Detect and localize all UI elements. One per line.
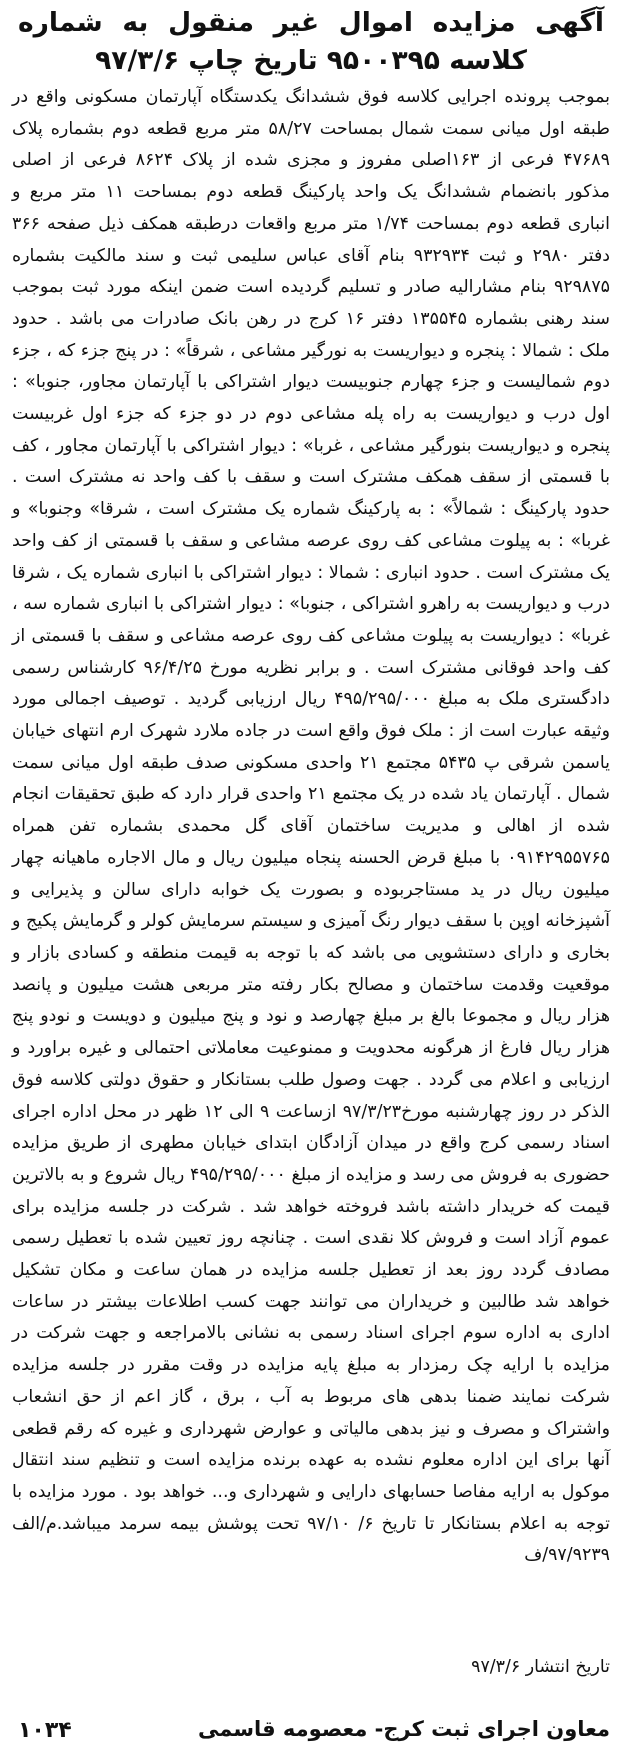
signature: معاون اجرای ثبت کرج- معصومه قاسمی xyxy=(198,1717,610,1741)
reference-number: ۱۰۳۴ xyxy=(18,1718,72,1743)
notice-body: بموجب پرونده اجرایی کلاسه فوق ششدانگ یکدستگاه آپارتمان مسکونی واقع در طبقه اول میانی سمت شمال بمساحت ۵۸/۲۷ متر مربع قطعه دوم بشماره پلاک ۴۷۶۸۹ فرعی از ۱۶۳اصلی مفروز و مجزی شده از پلاک ۸۶۲۴ فرعی از اصلی مذکور بانضمام ششدانگ یک واحد پارکینگ قطعه دوم بمساحت ۱۱ متر مربع و انباری قطعه دوم بمساحت ۱/۷۴ متر مربع واقعات درطبقه همکف ذیل صفحه ۳۶۶ دفتر ۲۹۸۰ و ثبت ۹۳۲۹۳۴ بنام آقای عباس سلیمی ثبت و سند مالکیت بشماره ۹۲۹۸۷۵ بنام مشارالیه صادر و تسلیم گردیده است ضمن اینکه مورد ثبت بموجب سند رهنی بشماره ۱۳۵۵۴۵ دفتر ۱۶ کرج در رهن بانک صادرات می باشد . حدود ملک : شمالا : پنجره و دیواریست به نورگیر مشاعی ، شرقاً» : در پنج جزء که ، جزء دوم شمالیست و جزء چهارم جنوبیست دیوار اشتراکی با آپارتمان مجاور، جنوبا» : اول درب و دیواریست به راه پله مشاعی دوم در دو جزء که جزء اول غربیست پنجره و دیواریست بنورگیر مشاعی ، غربا» : دیوار اشتراکی با آپارتمان مجاور ، کف با قسمتی از سقف همکف مشترک است و سقف با کف واحد نه مشترک است . حدود پارکینگ : شمالاً» : به پارکینگ شماره یک مشترک است ، شرقا» وجنوبا» و غربا» : به پیلوت مشاعی کف روی عرصه مشاعی و سقف با قسمتی از کف واحد یک مشترک است . حدود انباری : شمالا : دیوار اشتراکی با انباری شماره یک ، شرقا درب و دیواریست به راهرو اشتراکی ، جنوبا» : دیوار اشتراکی با انباری شماره سه ، غربا» : دیواریست به پیلوت مشاعی کف روی عرصه مشاعی و سقف با قسمتی از کف واحد فوقانی مشترک است . و برابر نظریه مورخ ۹۶/۴/۲۵ کارشناس رسمی دادگستری ملک به مبلغ ۴۹۵/۲۹۵/۰۰۰ ریال ارزیابی گردید . توصیف اجمالی مورد وثیقه عبارت است از : ملک فوق واقع است در جاده ملارد شهرک ارم انتهای خیابان یاسمن شرقی پ ۵۴۳۵ مجتمع ۲۱ واحدی مسکونی صدف طبقه اول میانی سمت شمال . آپارتمان یاد شده در یک مجتمع ۲۱ واحدی قرار دارد که طبق تحقیقات انجام شده از اهالی و مدیریت ساختمان آقای گل محمدی بشماره تفن همراه ۰۹۱۴۲۹۵۵۷۶۵ با مبلغ قرض الحسنه پنجاه میلیون ریال و مال الاجاره ماهیانه چهار میلیون ریال در ید مستاجربوده و بصورت یک خوابه دارای سالن و پذیرایی و آشپزخانه اوپن با سقف دیوار رنگ آمیزی و سیستم سرمایش کولر و گرمایش پکیج و بخاری و دارای دستشویی می باشد که با توجه به قیمت منطقه و کسادی بازار و موقعیت وقدمت ساختمان و مصالح بکار رفته متر مربعی هشت میلیون و پانصد هزار ریال و مجموعا بالغ بر مبلغ چهارصد و نود و پنج میلیون و دویست و نودو پنج هزار ریال فارغ از هرگونه محدویت و ممنوعیت معاملاتی احتمالی و غیره براورد و ارزیابی و اعلام می گردد . جهت وصول طلب بستانکار و حقوق دولتی کلاسه فوق الذکر در روز چهارشنبه مورخ۹۷/۳/۲۳ ازساعت ۹ الی ۱۲ ظهر در محل اداره اجرای اسناد رسمی کرج واقع در میدان آزادگان ابتدای خیابان مطهری از طریق مزایده حضوری به فروش می رسد و مزایده از مبلغ ۴۹۵/۲۹۵/۰۰۰ ریال شروع و به بالاترین قیمت که خریدار داشته باشد فروخته خواهد شد . شرکت در جلسه مزایده برای عموم آزاد است و فروش کلا نقدی است . چنانچه روز تعیین شده با تعطیل رسمی مصادف گردد روز بعد از تعطیل جلسه مزایده در همان ساعت و مکان تشکیل خواهد شد طالبین و خریداران می توانند جهت کسب اطلاعات بیشتر در ساعات اداری به اداره سوم اجرای اسناد رسمی به نشانی بالامراجعه و جهت شرکت در مزایده با ارایه چک رمزدار به مبلغ پایه مزایده در وقت مقرر در جلسه مزایده شرکت نمایند ضمنا بدهی های مربوط به آب ، برق ، گاز اعم از حق انشعاب واشتراک و مصرف و نیز بدهی مالیاتی و عوارض شهرداری و غیره که رقم قطعی آنها برای این اداره معلوم نشده به عهده برنده مزایده است و تنظیم سند انتقال موکول به ارایه مفاصا حسابهای دارایی و شهرداری و... خواهد بود . مورد مزایده با توجه به اعلام بستانکار تا تاریخ ۶/ ۹۷/۱۰ تحت پوشش بیمه سرمد میباشد.م/الف ۹۷/۹۲۳۹/ف xyxy=(12,87,611,1566)
notice-title: آگهی مزایده اموال غیر منقول به شماره کلاسه ۹۵۰۰۳۹۵ تاریخ چاپ ۹۷/۳/۶ xyxy=(18,7,604,76)
publish-date: تاریخ انتشار ۹۷/۳/۶ xyxy=(471,1657,610,1677)
